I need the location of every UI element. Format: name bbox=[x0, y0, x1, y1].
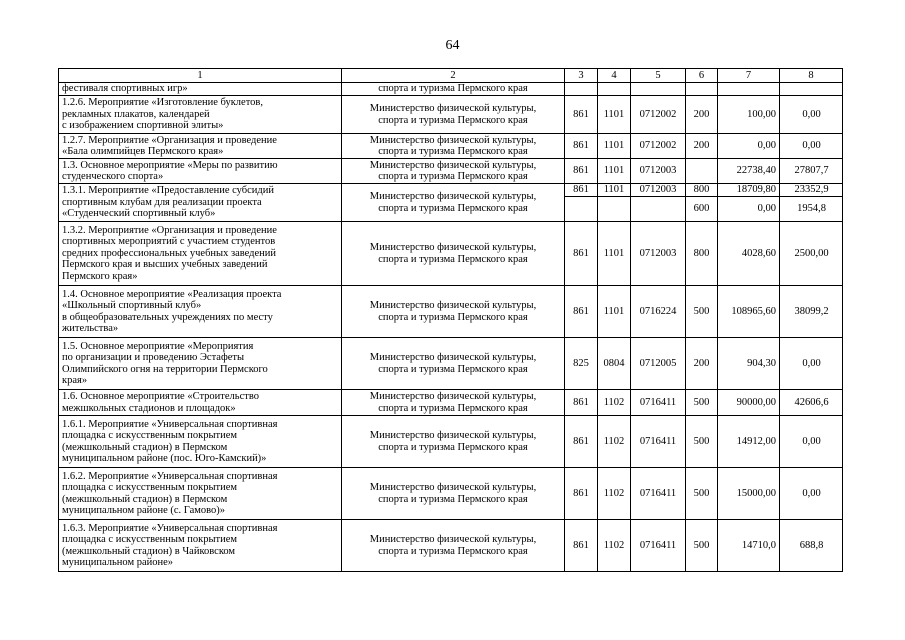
amount-cell-col7: 90000,00 bbox=[718, 390, 780, 416]
section-code-cell: 1101 bbox=[598, 222, 631, 286]
target-code-cell: 0716224 bbox=[631, 286, 686, 338]
expense-type-cell: 500 bbox=[686, 286, 718, 338]
amount-cell-col8 bbox=[780, 83, 843, 96]
gbs-code-cell: 861 bbox=[565, 96, 598, 134]
expense-type-cell: 500 bbox=[686, 468, 718, 520]
amount-cell-col7: 15000,00 bbox=[718, 468, 780, 520]
section-code-cell: 0804 bbox=[598, 338, 631, 390]
table-row bbox=[59, 222, 843, 286]
gbs-code-cell: 861 bbox=[565, 159, 598, 184]
activity-name-cell: 1.3. Основное мероприятие «Меры по развитию студенческого спорта» bbox=[59, 159, 342, 184]
section-code-cell: 1101 bbox=[598, 286, 631, 338]
gbs-code-cell: 825 bbox=[565, 338, 598, 390]
target-code-cell: 0712002 bbox=[631, 96, 686, 134]
section-code-cell bbox=[598, 83, 631, 96]
gbs-code-cell bbox=[565, 83, 598, 96]
target-code-cell: 0716411 bbox=[631, 390, 686, 416]
target-code-cell: 0712003 bbox=[631, 184, 686, 197]
section-code-cell: 1101 bbox=[598, 184, 631, 197]
section-code-cell bbox=[598, 197, 631, 222]
table-row bbox=[59, 390, 843, 416]
administrator-cell: Министерство физической культуры, спорта и туризма Пермского края bbox=[342, 184, 565, 222]
table-row bbox=[59, 286, 843, 338]
amount-cell-col8: 23352,9 bbox=[780, 184, 843, 197]
column-header: 4 bbox=[598, 69, 631, 83]
activity-name-cell: 1.6.1. Мероприятие «Универсальная спортивная площадка с искусственным покрытием (межшкольный стадион) в Пермском муниципальном районе (пос. Юго-Камский)» bbox=[59, 416, 342, 468]
section-code-cell: 1102 bbox=[598, 520, 631, 572]
expense-type-cell: 800 bbox=[686, 184, 718, 197]
activity-name-cell: 1.6. Основное мероприятие «Строительство межшкольных стадионов и площадок» bbox=[59, 390, 342, 416]
gbs-code-cell: 861 bbox=[565, 416, 598, 468]
target-code-cell: 0712005 bbox=[631, 338, 686, 390]
amount-cell-col7 bbox=[718, 83, 780, 96]
amount-cell-col8: 1954,8 bbox=[780, 197, 843, 222]
amount-cell-col7: 0,00 bbox=[718, 134, 780, 159]
administrator-cell: спорта и туризма Пермского края bbox=[342, 83, 565, 96]
amount-cell-col8: 688,8 bbox=[780, 520, 843, 572]
expense-type-cell: 500 bbox=[686, 520, 718, 572]
amount-cell-col8: 0,00 bbox=[780, 468, 843, 520]
target-code-cell bbox=[631, 197, 686, 222]
amount-cell-col7: 4028,60 bbox=[718, 222, 780, 286]
activity-name-cell: 1.6.3. Мероприятие «Универсальная спортивная площадка с искусственным покрытием (межшкольный стадион) в Чайковском муниципальном районе» bbox=[59, 520, 342, 572]
page-number: 64 bbox=[445, 38, 460, 53]
column-header: 6 bbox=[686, 69, 718, 83]
gbs-code-cell: 861 bbox=[565, 286, 598, 338]
amount-cell-col8: 0,00 bbox=[780, 96, 843, 134]
amount-cell-col8: 0,00 bbox=[780, 338, 843, 390]
table-row bbox=[59, 520, 843, 572]
expense-type-cell: 200 bbox=[686, 338, 718, 390]
section-code-cell: 1102 bbox=[598, 416, 631, 468]
section-code-cell: 1101 bbox=[598, 134, 631, 159]
gbs-code-cell: 861 bbox=[565, 222, 598, 286]
amount-cell-col7: 904,30 bbox=[718, 338, 780, 390]
target-code-cell: 0716411 bbox=[631, 520, 686, 572]
activity-name-cell: 1.3.2. Мероприятие «Организация и проведение спортивных мероприятий с участием студентов средних профессиональных учебных заведений Пермского края и высших учебных заведений Пермского края» bbox=[59, 222, 342, 286]
amount-cell-col8: 42606,6 bbox=[780, 390, 843, 416]
activity-name-cell: 1.5. Основное мероприятие «Мероприятия по организации и проведению Эстафеты Олимпийского огня на территории Пермского края» bbox=[59, 338, 342, 390]
column-header: 5 bbox=[631, 69, 686, 83]
administrator-cell: Министерство физической культуры, спорта и туризма Пермского края bbox=[342, 390, 565, 416]
gbs-code-cell: 861 bbox=[565, 468, 598, 520]
target-code-cell: 0712003 bbox=[631, 159, 686, 184]
amount-cell-col8: 0,00 bbox=[780, 416, 843, 468]
table-row bbox=[59, 468, 843, 520]
gbs-code-cell: 861 bbox=[565, 520, 598, 572]
expense-type-cell: 600 bbox=[686, 197, 718, 222]
administrator-cell: Министерство физической культуры, спорта и туризма Пермского края bbox=[342, 96, 565, 134]
activity-name-cell: фестиваля спортивных игр» bbox=[59, 83, 342, 96]
administrator-cell: Министерство физической культуры, спорта и туризма Пермского края bbox=[342, 416, 565, 468]
expense-type-cell: 200 bbox=[686, 134, 718, 159]
table-row bbox=[59, 184, 843, 197]
section-code-cell: 1102 bbox=[598, 390, 631, 416]
amount-cell-col7: 22738,40 bbox=[718, 159, 780, 184]
amount-cell-col7: 100,00 bbox=[718, 96, 780, 134]
amount-cell-col8: 38099,2 bbox=[780, 286, 843, 338]
target-code-cell: 0712003 bbox=[631, 222, 686, 286]
gbs-code-cell: 861 bbox=[565, 184, 598, 197]
expense-type-cell: 500 bbox=[686, 390, 718, 416]
expense-type-cell: 200 bbox=[686, 96, 718, 134]
section-code-cell: 1101 bbox=[598, 96, 631, 134]
administrator-cell: Министерство физической культуры, спорта и туризма Пермского края bbox=[342, 520, 565, 572]
amount-cell-col8: 2500,00 bbox=[780, 222, 843, 286]
expense-type-cell bbox=[686, 83, 718, 96]
target-code-cell bbox=[631, 83, 686, 96]
table-row bbox=[59, 159, 843, 184]
target-code-cell: 0712002 bbox=[631, 134, 686, 159]
expense-type-cell: 500 bbox=[686, 416, 718, 468]
column-header: 7 bbox=[718, 69, 780, 83]
activity-name-cell: 1.6.2. Мероприятие «Универсальная спортивная площадка с искусственным покрытием (межшкольный стадион) в Пермском муниципальном районе (с. Гамово)» bbox=[59, 468, 342, 520]
table-header-row bbox=[59, 69, 843, 83]
activity-name-cell: 1.4. Основное мероприятие «Реализация проекта «Школьный спортивный клуб» в общеобразовательных учреждениях по месту жительства» bbox=[59, 286, 342, 338]
administrator-cell: Министерство физической культуры, спорта и туризма Пермского края bbox=[342, 468, 565, 520]
budget-table bbox=[58, 68, 843, 572]
amount-cell-col7: 18709,80 bbox=[718, 184, 780, 197]
table-row bbox=[59, 338, 843, 390]
administrator-cell: Министерство физической культуры, спорта и туризма Пермского края bbox=[342, 159, 565, 184]
activity-name-cell: 1.2.7. Мероприятие «Организация и проведение «Бала олимпийцев Пермского края» bbox=[59, 134, 342, 159]
activity-name-cell: 1.2.6. Мероприятие «Изготовление буклетов, рекламных плакатов, календарей с изображением спортивной элиты» bbox=[59, 96, 342, 134]
administrator-cell: Министерство физической культуры, спорта и туризма Пермского края bbox=[342, 338, 565, 390]
column-header: 1 bbox=[59, 69, 342, 83]
target-code-cell: 0716411 bbox=[631, 468, 686, 520]
amount-cell-col7: 108965,60 bbox=[718, 286, 780, 338]
table-row bbox=[59, 416, 843, 468]
gbs-code-cell: 861 bbox=[565, 390, 598, 416]
section-code-cell: 1101 bbox=[598, 159, 631, 184]
table-row bbox=[59, 134, 843, 159]
table-row bbox=[59, 83, 843, 96]
administrator-cell: Министерство физической культуры, спорта и туризма Пермского края bbox=[342, 134, 565, 159]
expense-type-cell bbox=[686, 159, 718, 184]
column-header: 2 bbox=[342, 69, 565, 83]
activity-name-cell: 1.3.1. Мероприятие «Предоставление субсидий спортивным клубам для реализации проекта «Студенческий спортивный клуб» bbox=[59, 184, 342, 222]
table-row bbox=[59, 96, 843, 134]
expense-type-cell: 800 bbox=[686, 222, 718, 286]
administrator-cell: Министерство физической культуры, спорта и туризма Пермского края bbox=[342, 286, 565, 338]
amount-cell-col7: 14912,00 bbox=[718, 416, 780, 468]
gbs-code-cell: 861 bbox=[565, 134, 598, 159]
amount-cell-col8: 0,00 bbox=[780, 134, 843, 159]
administrator-cell: Министерство физической культуры, спорта и туризма Пермского края bbox=[342, 222, 565, 286]
amount-cell-col7: 0,00 bbox=[718, 197, 780, 222]
column-header: 8 bbox=[780, 69, 843, 83]
gbs-code-cell bbox=[565, 197, 598, 222]
column-header: 3 bbox=[565, 69, 598, 83]
section-code-cell: 1102 bbox=[598, 468, 631, 520]
amount-cell-col8: 27807,7 bbox=[780, 159, 843, 184]
amount-cell-col7: 14710,0 bbox=[718, 520, 780, 572]
target-code-cell: 0716411 bbox=[631, 416, 686, 468]
